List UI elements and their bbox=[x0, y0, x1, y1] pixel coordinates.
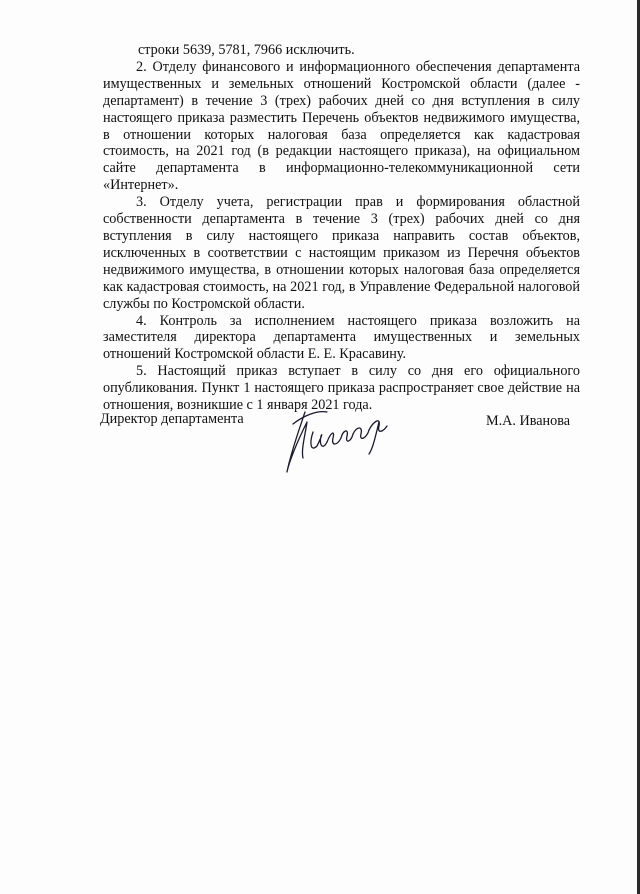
paragraph-4: 4. Контроль за исполнением настоящего приказа возложить на заместителя директора департамента имущественных и земельных отношений Костромской области Е. Е. Красавину. bbox=[103, 312, 580, 363]
paragraph-5: 5. Настоящий приказ вступает в силу со дня его официального опубликования. Пункт 1 настоящего приказа распространяет свое действие на отношения, возникшие с 1 января 2021 года. bbox=[103, 363, 580, 414]
continuation-line: строки 5639, 5781, 7966 исключить. bbox=[138, 42, 355, 58]
signatory-title: Директор департамента bbox=[100, 411, 244, 427]
signatory-name: М.А. Иванова bbox=[486, 413, 571, 429]
paragraph-3: 3. Отделу учета, регистрации прав и формирования областной собственности департамента в течение 3 (трех) рабочих дней со дня вступления в силу настоящего приказа направить состав объектов, исключенных в соответствии с настоящим приказом из Перечня объектов недвижимого имущества, в отношении которых налоговая база определяется как кадастровая стоимость, на 2021 год, в Управление Федеральной налоговой службы по Костромской области. bbox=[103, 194, 580, 312]
handwritten-signature bbox=[283, 402, 393, 480]
paragraph-2: 2. Отделу финансового и информационного обеспечения департамента имущественных и земельных отношений Костромской области (далее - департамент) в течение 3 (трех) рабочих дней со дня вступления в силу настоящего приказа разместить Перечень объектов недвижимого имущества, в отношении которых налоговая база определяется как кадастровая стоимость, на 2021 год (в редакции настоящего приказа), на официальном сайте департамента в информационно-телекоммуникационной сети «Интернет». bbox=[103, 58, 580, 194]
document-body bbox=[103, 42, 580, 414]
